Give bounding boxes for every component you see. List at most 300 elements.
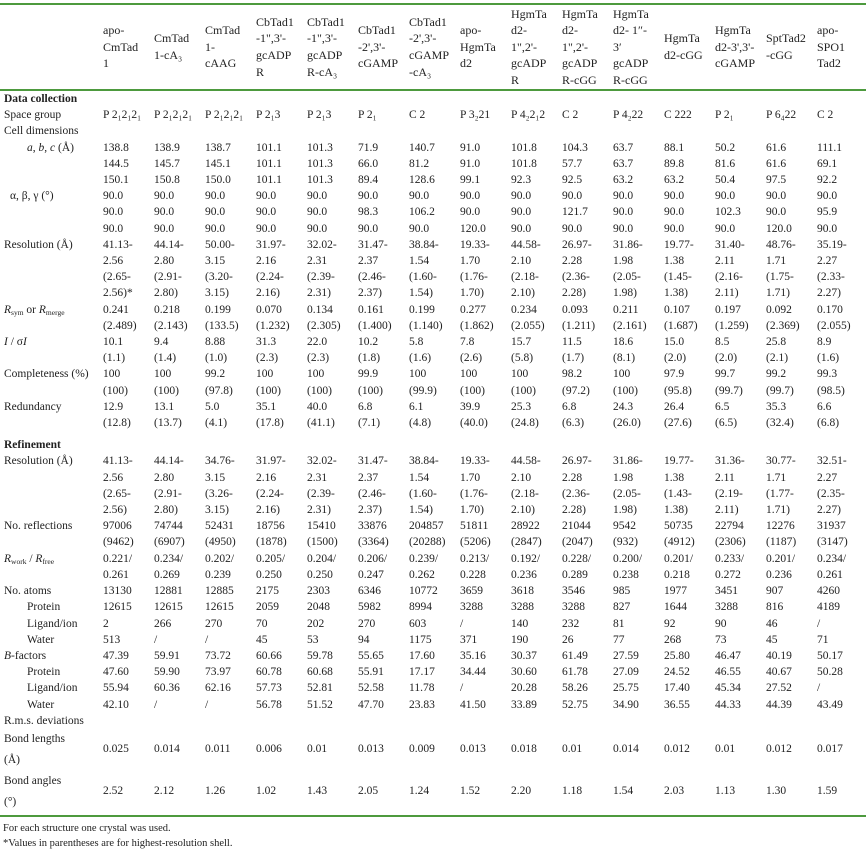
table-row — [0, 123, 866, 139]
table-cell: 18756 (1878) — [256, 520, 287, 549]
table-cell: 30.60 — [511, 666, 537, 679]
table-row — [0, 334, 866, 366]
table-cell: 13.1 (13.7) — [154, 400, 182, 430]
table-cell: 90 — [715, 617, 727, 630]
table-cell: 26.4 (27.6) — [664, 400, 692, 430]
table-cell: 71 — [817, 633, 829, 646]
table-cell: 44.14- 2.80 (2.91- 2.80) — [154, 455, 184, 517]
table-cell: C 222 — [664, 109, 692, 122]
table-cell: 50.00- 3.15 (3.20- 3.15) — [205, 238, 235, 300]
label-text: , — [32, 141, 39, 154]
footnote: *Values in parentheses are for highest-resolution shell. — [3, 837, 233, 849]
table-cell: 71.9 66.0 89.4 — [358, 141, 379, 187]
table-cell: 30.37 — [511, 649, 537, 662]
label-text: Data collection — [4, 93, 78, 105]
table-cell: 0.204/ 0.250 — [307, 552, 337, 581]
table-cell: 70 — [256, 617, 268, 630]
table-cell: 39.9 (40.0) — [460, 400, 488, 430]
column-header: CmTad 1-cA₃ — [154, 31, 190, 62]
label-text: (Å) — [55, 141, 74, 154]
table-cell: 0.234/ 0.269 — [154, 552, 184, 581]
table-row — [0, 399, 866, 431]
table-cell: 90.0 90.0 90.0 — [103, 190, 124, 235]
table-cell: 0.025 — [103, 743, 129, 756]
table-cell: 18.6 (8.1) — [613, 336, 636, 365]
table-cell: 9542 (932) — [613, 520, 638, 549]
table-cell: 27.52 — [766, 682, 792, 695]
label-text: work — [11, 556, 27, 566]
label-text: Refinement — [4, 439, 61, 452]
table-cell: 2.20 — [511, 785, 532, 798]
table-row — [0, 771, 866, 815]
table-cell: 3618 — [511, 585, 534, 598]
table-cell: 0.014 — [154, 743, 180, 756]
table-cell: 827 — [613, 601, 631, 614]
table-cell: 33.89 — [511, 698, 537, 711]
label-text: I — [4, 336, 8, 349]
table-cell: 90.0 90.0 90.0 — [307, 190, 328, 235]
table-cell: 40.67 — [766, 666, 792, 679]
row-label — [0, 123, 866, 139]
table-cell: 101.1 101.1 101.1 — [256, 141, 282, 187]
label-text: Protein — [27, 601, 61, 614]
label-text: Completeness (%) — [4, 368, 89, 381]
table-cell: 31.47- 2.37 (2.46- 2.37) — [358, 238, 388, 300]
table-row — [0, 713, 866, 729]
table-cell: C 2 — [409, 109, 426, 122]
row-label — [0, 551, 101, 583]
table-row — [0, 599, 866, 615]
table-cell: 1.26 — [205, 785, 226, 798]
row-label — [0, 237, 101, 302]
table-cell: 61.6 61.6 97.5 — [766, 141, 787, 187]
table-cell: 6346 — [358, 585, 381, 598]
table-cell: 19.33- 1.70 (1.76- 1.70) — [460, 455, 490, 517]
table-cell: 90.0 90.0 120.0 — [460, 190, 486, 235]
table-cell: 10.2 (1.8) — [358, 336, 381, 365]
table-cell: / — [205, 698, 209, 711]
table-cell: 603 — [409, 617, 427, 630]
table-cell: 8.5 (2.0) — [715, 336, 738, 365]
table-cell: 907 — [766, 585, 784, 598]
table-cell: 11.78 — [409, 682, 435, 695]
table-cell: 2.52 — [103, 785, 124, 798]
table-cell: 90.0 90.0 90.0 — [205, 190, 226, 235]
table-cell: 0.199 (133.5) — [205, 303, 239, 332]
table-row — [0, 632, 866, 648]
column-header: CmTad 1- cAAG — [205, 23, 241, 71]
table-cell: 202 — [307, 617, 325, 630]
table-cell: 59.90 — [154, 666, 180, 679]
table-cell: 35.1 (17.8) — [256, 400, 284, 430]
row-label — [0, 664, 101, 680]
table-cell: 99.3 (98.5) — [817, 368, 845, 397]
table-cell: 60.66 — [256, 649, 282, 662]
label-text: free — [42, 556, 55, 566]
table-cell: 50.17 — [817, 649, 843, 662]
table-cell: 0.01 — [307, 743, 328, 756]
table-cell: 32.02- 2.31 (2.39- 2.31) — [307, 455, 337, 517]
table-cell: 0.201/ 0.236 — [766, 552, 796, 581]
table-cell: 2.12 — [154, 785, 175, 798]
table-cell: 59.91 — [154, 649, 180, 662]
table-cell: 90.0 90.0 90.0 — [154, 190, 175, 235]
column-header: CbTad1 -1",3'- gcADP R — [256, 14, 294, 79]
table-cell: 0.197 (1.259) — [715, 303, 749, 332]
label-text: Space group — [4, 109, 62, 122]
table-cell: 270 — [358, 617, 376, 630]
table-cell: 100 (100) — [307, 368, 332, 397]
table-cell: 41.13- 2.56 (2.65- 2.56)* — [103, 238, 133, 300]
table-cell: 1.30 — [766, 785, 787, 798]
table-cell: 57.73 — [256, 682, 282, 695]
row-label — [0, 453, 101, 518]
label-text: sym — [11, 307, 24, 317]
table-cell: 22.0 (2.3) — [307, 336, 330, 365]
column-header: SptTad2 -cGG — [766, 31, 806, 62]
table-cell: 34.90 — [613, 698, 639, 711]
table-cell: 62.16 — [205, 682, 231, 695]
table-cell: 52.58 — [358, 682, 384, 695]
table-cell: 43.49 — [817, 698, 843, 711]
row-label — [0, 680, 101, 696]
table-cell: 94 — [358, 633, 370, 646]
table-row — [0, 697, 866, 713]
table-cell: 17.17 — [409, 666, 435, 679]
table-cell: 0.013 — [358, 743, 384, 756]
table-cell: 12881 — [154, 585, 183, 598]
table-cell: 47.70 — [358, 698, 384, 711]
row-label — [0, 648, 101, 664]
label-text: Resolution (Å) — [4, 455, 73, 468]
table-cell: 81 — [613, 617, 625, 630]
label-text: c — [50, 141, 56, 154]
table-row — [0, 453, 866, 518]
table-cell: 1175 — [409, 633, 432, 646]
table-cell: 90.0 90.0 90.0 — [613, 190, 634, 235]
table-cell: P 6₄22 — [766, 109, 797, 122]
table-cell: 60.68 — [307, 666, 333, 679]
table-cell: 31.97- 2.16 (2.24- 2.16) — [256, 455, 286, 517]
label-text: α, β, γ (°) — [10, 190, 54, 203]
row-label — [0, 107, 101, 123]
table-cell: 61.49 — [562, 649, 588, 662]
table-cell: / — [817, 617, 821, 630]
table-cell: 4189 — [817, 601, 840, 614]
label-text: Redundancy — [4, 400, 62, 413]
table-cell: 88.1 89.8 63.2 — [664, 141, 685, 187]
table-cell: 513 — [103, 633, 121, 646]
table-cell: 92 — [664, 617, 676, 630]
label-text: -factors — [11, 649, 47, 662]
table-cell: P 4₂2₁2 — [511, 109, 546, 122]
row-label — [0, 366, 101, 398]
table-cell: 41.13- 2.56 (2.65- 2.56) — [103, 455, 133, 517]
label-text: b — [38, 141, 45, 154]
table-cell: 0.239/ 0.262 — [409, 552, 439, 581]
section-heading — [0, 431, 866, 453]
table-cell: 0.092 (2.369) — [766, 303, 800, 332]
section-heading — [0, 90, 866, 107]
table-cell: 0.170 (2.055) — [817, 303, 851, 332]
label-text: / σ — [7, 336, 23, 349]
table-cell: 111.1 69.1 92.2 — [817, 141, 843, 187]
table-cell: 13130 — [103, 585, 132, 598]
table-cell: 101.8 101.8 92.3 — [511, 141, 537, 187]
table-cell: 44.33 — [715, 698, 741, 711]
table-cell: C 2 — [562, 109, 579, 122]
row-label — [0, 599, 101, 615]
table-cell: 0.205/ 0.250 — [256, 552, 286, 581]
table-cell: 0.233/ 0.272 — [715, 552, 745, 581]
table-cell: 0.017 — [817, 743, 843, 756]
table-cell: 1644 — [664, 601, 687, 614]
table-cell: 190 — [511, 633, 529, 646]
table-cell: 0.202/ 0.239 — [205, 552, 235, 581]
table-cell: 33876 (3364) — [358, 520, 389, 549]
table-cell: 90.0 106.2 90.0 — [409, 190, 435, 235]
table-cell: 204857 (20288) — [409, 520, 446, 549]
table-cell: C 2 — [817, 109, 834, 122]
table-cell: 140 — [511, 617, 529, 630]
table-row — [0, 729, 866, 771]
label-text: Water — [27, 633, 55, 646]
table-cell: P 2₁ — [358, 109, 377, 122]
table-cell: 6.1 (4.8) — [409, 400, 432, 430]
table-cell: 3288 — [460, 601, 483, 614]
table-cell: 24.3 (26.0) — [613, 400, 641, 430]
row-label — [0, 697, 101, 713]
table-cell: 1.18 — [562, 785, 583, 798]
table-cell: 26.97- 2.28 (2.36- 2.28) — [562, 238, 592, 300]
label-text: Bond angles (°) — [4, 774, 62, 808]
table-cell: 50735 (4912) — [664, 520, 695, 549]
table-cell: 0.070 (1.232) — [256, 303, 290, 332]
table-cell: / — [154, 698, 158, 711]
table-row — [0, 680, 866, 696]
table-cell: 1.52 — [460, 785, 481, 798]
row-label — [0, 334, 101, 366]
table-cell: 32.51- 2.27 (2.35- 2.27) — [817, 455, 847, 517]
table-cell: 19.77- 1.38 (1.45- 1.38) — [664, 238, 694, 300]
table-cell: 31937 (3147) — [817, 520, 848, 549]
table-cell: 52.75 — [562, 698, 588, 711]
column-header: CbTad1 -2',3'- cGAMP -cA₃ — [409, 14, 450, 79]
table-cell: 25.75 — [613, 682, 639, 695]
table-cell: 90.0 90.0 90.0 — [256, 190, 277, 235]
table-cell: 31.86- 1.98 (2.05- 1.98) — [613, 455, 643, 517]
table-cell: 27.59 — [613, 649, 639, 662]
table-cell: 20.28 — [511, 682, 537, 695]
table-cell: 985 — [613, 585, 631, 598]
table-cell: 138.7 145.1 150.0 — [205, 141, 231, 187]
table-cell: 46 — [766, 617, 778, 630]
table-cell: 17.60 — [409, 649, 435, 662]
table-row — [0, 140, 866, 189]
table-cell: 2.05 — [358, 785, 379, 798]
table-cell: 41.50 — [460, 698, 486, 711]
header-row — [0, 4, 866, 90]
table-cell: 1.54 — [613, 785, 634, 798]
table-cell: 55.65 — [358, 649, 384, 662]
table-cell: 0.218 (2.143) — [154, 303, 188, 332]
label-text: / — [26, 552, 36, 565]
table-cell: 35.16 — [460, 649, 486, 662]
table-cell: 46.55 — [715, 666, 741, 679]
table-cell: 100 (100) — [613, 368, 638, 397]
row-label — [0, 729, 101, 771]
column-header: CbTad1 -2',3'- cGAMP — [358, 23, 399, 71]
table-cell: 90.0 102.3 90.0 — [715, 190, 741, 235]
table-cell: 3659 — [460, 585, 483, 598]
table-cell: 270 — [205, 617, 223, 630]
table-cell: 1.13 — [715, 785, 736, 798]
label-text: Bond lengths (Å) — [4, 732, 66, 766]
table-cell: 1977 — [664, 585, 687, 598]
table-cell: 44.58- 2.10 (2.18- 2.10) — [511, 238, 541, 300]
table-cell: 2303 — [307, 585, 330, 598]
table-cell: / — [460, 682, 464, 695]
table-cell: P 2₁2₁2₁ — [154, 109, 193, 122]
column-header: CbTad1 -1",3'- gcADP R-cA₃ — [307, 14, 345, 79]
table-cell: 73 — [715, 633, 727, 646]
column-header: HgmTa d2- 1″- 3′ gcADP R-cGG — [613, 6, 649, 87]
table-cell: 0.012 — [664, 743, 690, 756]
table-cell: 3288 — [511, 601, 534, 614]
table-row — [0, 583, 866, 599]
table-cell: 0.192/ 0.236 — [511, 552, 541, 581]
table-cell: 45 — [766, 633, 778, 646]
table-cell: 100 (100) — [460, 368, 485, 397]
table-cell: 38.84- 1.54 (1.60- 1.54) — [409, 238, 439, 300]
table-cell: / — [154, 633, 158, 646]
row-label — [0, 616, 101, 632]
label-text: R — [4, 303, 12, 316]
table-cell: 28922 (2847) — [511, 520, 542, 549]
table-cell: 2 — [103, 617, 109, 630]
table-cell: 816 — [766, 601, 784, 614]
table-cell: 24.52 — [664, 666, 690, 679]
table-cell: 5982 — [358, 601, 381, 614]
table-cell: 99.7 (99.7) — [715, 368, 743, 397]
table-cell: 0.201/ 0.218 — [664, 552, 694, 581]
table-cell: 91.0 91.0 99.1 — [460, 141, 481, 187]
table-cell: 90.0 121.7 90.0 — [562, 190, 588, 235]
table-cell: 42.10 — [103, 698, 129, 711]
table-cell: 52431 (4950) — [205, 520, 236, 549]
table-cell: 0.234 (2.055) — [511, 303, 545, 332]
table-cell: P 4₂22 — [613, 109, 644, 122]
table-cell: / — [460, 617, 464, 630]
label-text: Ligand/ion — [27, 617, 78, 630]
table-cell: 25.80 — [664, 649, 690, 662]
table-cell: 52.81 — [307, 682, 333, 695]
table-row — [0, 107, 866, 123]
table-cell: 0.018 — [511, 743, 537, 756]
table-cell: 12615 — [154, 601, 183, 614]
table-cell: 2175 — [256, 585, 279, 598]
table-cell: 0.199 (1.140) — [409, 303, 443, 332]
table-cell: 0.014 — [613, 743, 639, 756]
column-header: apo- CmTad 1 — [103, 23, 139, 71]
table-cell: 12615 — [103, 601, 132, 614]
column-header: apo- HgmTa d2 — [460, 23, 496, 71]
column-header: HgmTa d2-3',3'- cGAMP — [715, 23, 756, 71]
table-cell: 99.9 (100) — [358, 368, 383, 397]
header-blank — [0, 4, 101, 90]
label-text: a — [27, 141, 33, 154]
table-cell: 25.3 (24.8) — [511, 400, 539, 430]
table-cell: 5.0 (4.1) — [205, 400, 228, 430]
table-cell: 23.83 — [409, 698, 435, 711]
row-label — [0, 188, 101, 237]
table-cell: 25.8 (2.1) — [766, 336, 789, 365]
table-cell: 8.9 (1.6) — [817, 336, 840, 365]
table-cell: 99.2 (97.8) — [205, 368, 233, 397]
table-cell: 35.19- 2.27 (2.33- 2.27) — [817, 238, 847, 300]
table-cell: 15.0 (2.0) — [664, 336, 687, 365]
column-header: apo- SPO1 Tad2 — [817, 23, 846, 71]
table-cell: 0.107 (1.687) — [664, 303, 698, 332]
table-cell: 268 — [664, 633, 682, 646]
table-cell: 97006 (9462) — [103, 520, 134, 549]
column-header: HgmTa d2- 1",2'- gcADP R-cGG — [562, 6, 598, 87]
table-cell: 74744 (6907) — [154, 520, 185, 549]
table-row — [0, 551, 866, 583]
table-cell: 90.0 98.3 90.0 — [358, 190, 379, 235]
table-cell: 90.0 90.0 90.0 — [664, 190, 685, 235]
table-cell: 36.55 — [664, 698, 690, 711]
table-cell: 12.9 (12.8) — [103, 400, 131, 430]
table-cell: 26.97- 2.28 (2.36- 2.28) — [562, 455, 592, 517]
table-cell: 30.77- 1.71 (1.77- 1.71) — [766, 455, 796, 517]
section-row — [0, 90, 866, 107]
table-cell: 0.206/ 0.247 — [358, 552, 388, 581]
table-cell: 19.77- 1.38 (1.43- 1.38) — [664, 455, 694, 517]
section-row — [0, 431, 866, 453]
column-header: HgmTa d2- 1",2'- gcADP R — [511, 6, 547, 87]
table-cell: 98.2 (97.2) — [562, 368, 590, 397]
table-cell: 138.9 145.7 150.8 — [154, 141, 180, 187]
row-label — [0, 302, 101, 334]
table-cell: 32.02- 2.31 (2.39- 2.31) — [307, 238, 337, 300]
table-cell: 27.09 — [613, 666, 639, 679]
table-cell: 10.1 (1.1) — [103, 336, 126, 365]
table-cell: 48.76- 1.71 (1.75- 1.71) — [766, 238, 796, 300]
label-text: Water — [27, 698, 55, 711]
row-label — [0, 632, 101, 648]
table-cell: 58.26 — [562, 682, 588, 695]
table-cell: 0.009 — [409, 743, 435, 756]
table-cell: 47.60 — [103, 666, 129, 679]
row-label — [0, 583, 101, 599]
label-text: , — [44, 141, 50, 154]
row-label — [0, 713, 866, 729]
table-cell: 1.59 — [817, 785, 838, 798]
table-cell: 15.7 (5.8) — [511, 336, 534, 365]
table-cell: 73.72 — [205, 649, 231, 662]
label-text: Ligand/ion — [27, 682, 78, 695]
table-cell: 5.8 (1.6) — [409, 336, 432, 365]
table-cell: 8994 — [409, 601, 432, 614]
table-cell: 1.24 — [409, 785, 430, 798]
table-cell: 90.0 90.0 90.0 — [511, 190, 532, 235]
label-text: No. atoms — [4, 585, 52, 598]
table-cell: 31.3 (2.3) — [256, 336, 279, 365]
table-cell: 0.013 — [460, 743, 486, 756]
table-cell: 2.03 — [664, 785, 685, 798]
data-collection-refinement-table — [0, 3, 866, 815]
